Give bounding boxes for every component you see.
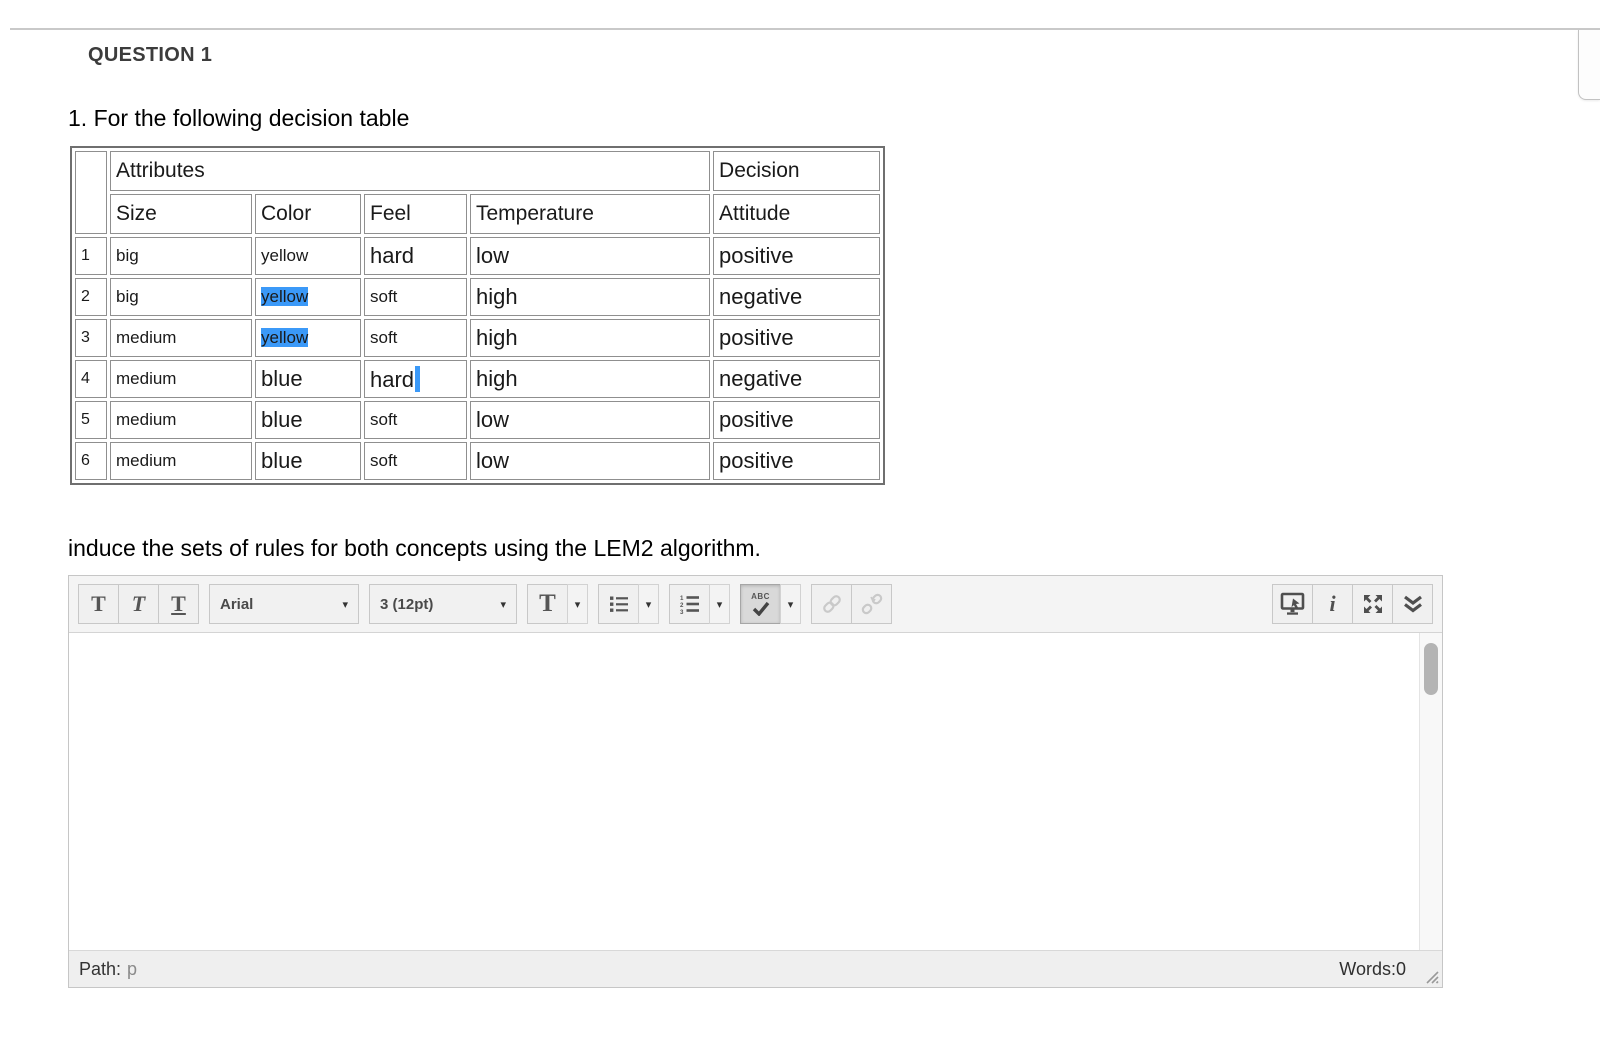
- info-icon: i: [1329, 591, 1336, 616]
- column-header-feel: Feel: [364, 194, 467, 234]
- row-number: 5: [75, 401, 107, 439]
- scrollbar-thumb[interactable]: [1424, 643, 1438, 695]
- column-header-size: Size: [110, 194, 252, 234]
- rich-text-editor: [68, 575, 1443, 988]
- svg-text:1: 1: [679, 595, 683, 602]
- table-cell: yellow: [255, 237, 361, 275]
- remove-link-button[interactable]: [851, 584, 892, 624]
- abc-label: ABC: [751, 591, 770, 601]
- table-corner-cell: [75, 151, 107, 234]
- table-cell: blue: [255, 442, 361, 480]
- check-icon: [751, 601, 771, 616]
- table-cell: soft: [364, 278, 467, 316]
- resize-handle-icon[interactable]: [1423, 968, 1439, 984]
- svg-text:2: 2: [679, 602, 683, 609]
- svg-text:3: 3: [679, 609, 683, 615]
- spellcheck-menu-arrow[interactable]: [780, 584, 801, 624]
- table-row: [75, 278, 880, 316]
- table-cell: big: [110, 237, 252, 275]
- preview-button[interactable]: [1272, 584, 1313, 624]
- editor-toolbar: [69, 576, 1442, 633]
- text-format-group: [78, 584, 199, 624]
- row-number: 4: [75, 360, 107, 398]
- bold-button[interactable]: [78, 584, 119, 624]
- table-row: [75, 360, 880, 398]
- table-cell: big: [110, 278, 252, 316]
- bullet-list-menu-arrow[interactable]: [638, 584, 659, 624]
- editor-text-area[interactable]: [69, 633, 1442, 950]
- chevron-down-icon: ▾: [787, 598, 794, 611]
- numbered-list-menu-arrow[interactable]: [709, 584, 730, 624]
- fullscreen-button[interactable]: [1352, 584, 1393, 624]
- spellcheck-icon: [751, 593, 771, 616]
- text-color-icon: T: [539, 590, 556, 617]
- path-value: p: [127, 958, 138, 979]
- text-cursor: [415, 366, 420, 392]
- top-divider: [10, 28, 1600, 30]
- table-cell: high: [470, 319, 710, 357]
- path-label: Path:: [79, 958, 122, 979]
- monitor-preview-icon: [1280, 592, 1306, 616]
- table-cell: medium: [110, 319, 252, 357]
- row-number: 1: [75, 237, 107, 275]
- spellcheck-button[interactable]: [740, 584, 781, 624]
- font-family-value: Arial: [220, 595, 254, 613]
- text-color-button[interactable]: [527, 584, 568, 624]
- chevron-down-icon: ▾: [342, 598, 348, 611]
- table-cell: low: [470, 237, 710, 275]
- side-panel-tab[interactable]: [1578, 30, 1600, 100]
- bullet-list-button[interactable]: [598, 584, 639, 624]
- link-group: [811, 584, 892, 624]
- font-size-value: 3 (12pt): [380, 595, 434, 613]
- selected-text: yellow: [261, 287, 309, 306]
- table-cell: blue: [255, 360, 361, 398]
- table-cell: medium: [110, 360, 252, 398]
- table-cell: soft: [364, 319, 467, 357]
- numbered-list-button[interactable]: [669, 584, 710, 624]
- font-size-select[interactable]: [369, 584, 517, 624]
- table-cell: positive: [713, 401, 880, 439]
- selected-text: yellow: [261, 328, 309, 347]
- spellcheck-group: [740, 584, 801, 624]
- attributes-group-header: Attributes: [110, 151, 710, 191]
- table-cell: [364, 360, 467, 398]
- editor-utility-group: [1272, 584, 1433, 624]
- bullet-list-group: [598, 584, 659, 624]
- table-cell: soft: [364, 442, 467, 480]
- italic-icon: T: [131, 591, 146, 616]
- table-cell: medium: [110, 442, 252, 480]
- chevron-double-down-icon: [1401, 594, 1425, 614]
- cell-text: hard: [370, 366, 415, 392]
- chevron-down-icon: ▾: [716, 598, 723, 611]
- editor-scrollbar[interactable]: [1419, 633, 1442, 950]
- row-number: 2: [75, 278, 107, 316]
- decision-table-container: [70, 146, 885, 485]
- table-row: [75, 319, 880, 357]
- table-row: [75, 442, 880, 480]
- table-cell: negative: [713, 360, 880, 398]
- column-header-color: Color: [255, 194, 361, 234]
- italic-button[interactable]: [118, 584, 159, 624]
- table-cell: positive: [713, 442, 880, 480]
- table-cell: high: [470, 360, 710, 398]
- chevron-down-icon: ▾: [500, 598, 506, 611]
- text-color-group: [527, 584, 588, 624]
- decision-group-header: Decision: [713, 151, 880, 191]
- row-number: 3: [75, 319, 107, 357]
- table-cell: high: [470, 278, 710, 316]
- table-cell: [255, 319, 361, 357]
- fullscreen-icon: [1362, 593, 1384, 615]
- question-intro-text: 1. For the following decision table: [68, 105, 410, 131]
- table-cell: positive: [713, 319, 880, 357]
- table-cell: [255, 278, 361, 316]
- words-label: Words:: [1339, 958, 1396, 979]
- link-icon: [820, 592, 844, 616]
- numbered-list-group: [669, 584, 730, 624]
- bold-icon: T: [91, 591, 106, 616]
- table-cell: soft: [364, 401, 467, 439]
- column-header-attitude: Attitude: [713, 194, 880, 234]
- table-cell: positive: [713, 237, 880, 275]
- text-color-menu-arrow[interactable]: [567, 584, 588, 624]
- row-number: 6: [75, 442, 107, 480]
- underline-icon: T: [171, 591, 186, 616]
- chevron-down-icon: ▾: [574, 598, 581, 611]
- expand-toolbar-button[interactable]: [1392, 584, 1433, 624]
- font-family-select[interactable]: [209, 584, 359, 624]
- table-row: [75, 237, 880, 275]
- table-cell: hard: [364, 237, 467, 275]
- question-instruction-text: induce the sets of rules for both concepts using the LEM2 algorithm.: [68, 535, 761, 561]
- table-cell: medium: [110, 401, 252, 439]
- editor-status-bar: [69, 950, 1442, 987]
- question-header: QUESTION 1: [88, 44, 213, 66]
- column-header-temperature: Temperature: [470, 194, 710, 234]
- help-button[interactable]: [1312, 584, 1353, 624]
- word-count: [1339, 959, 1406, 980]
- decision-table: [70, 146, 885, 485]
- table-cell: negative: [713, 278, 880, 316]
- unlink-icon: [860, 592, 884, 616]
- table-cell: blue: [255, 401, 361, 439]
- table-cell: low: [470, 401, 710, 439]
- table-cell: low: [470, 442, 710, 480]
- insert-link-button[interactable]: [811, 584, 852, 624]
- chevron-down-icon: ▾: [645, 598, 652, 611]
- bullet-list-icon: [608, 593, 630, 615]
- numbered-list-icon: [679, 593, 701, 615]
- underline-button[interactable]: [158, 584, 199, 624]
- table-row: [75, 401, 880, 439]
- words-count-value: 0: [1395, 958, 1406, 979]
